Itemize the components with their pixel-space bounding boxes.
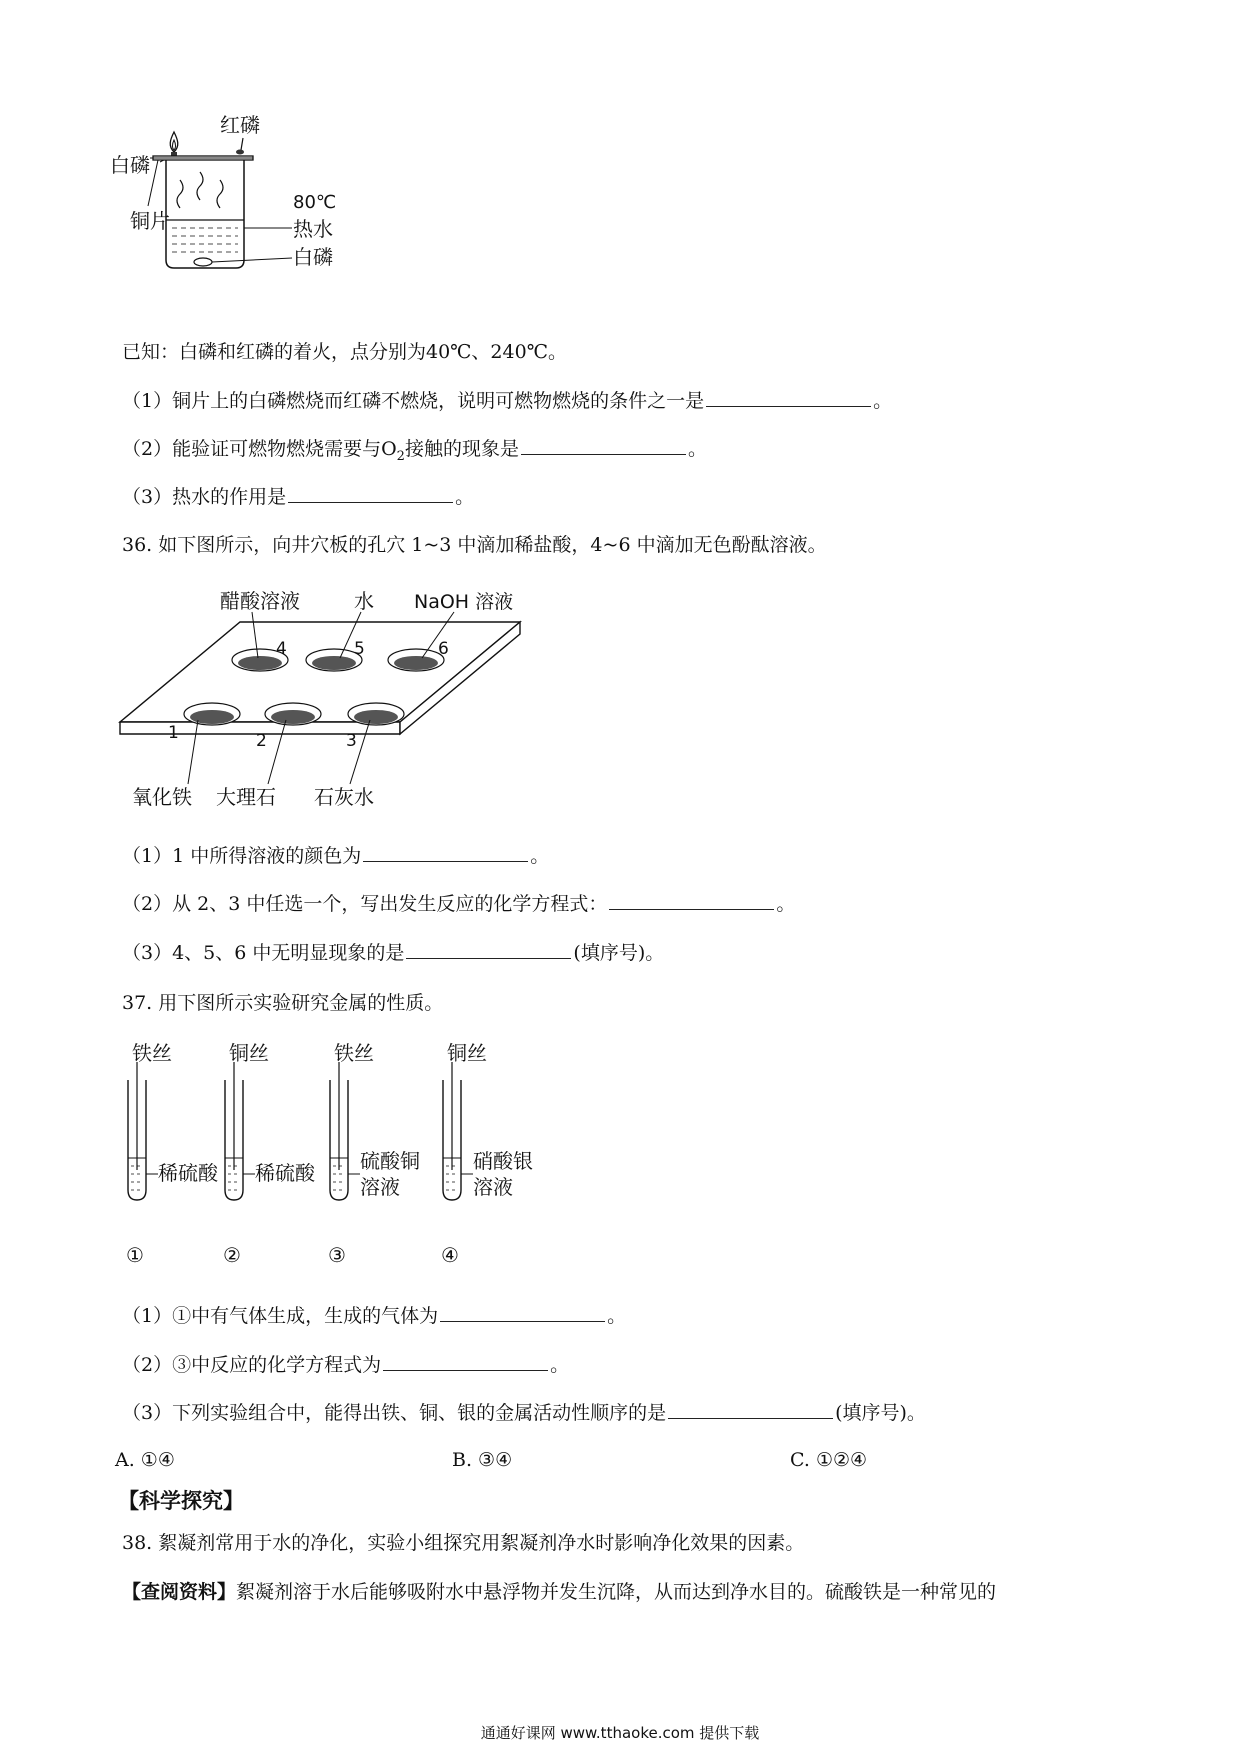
solution-label: 硝酸银 <box>473 1149 533 1173</box>
well-number-6: 6 <box>438 639 449 659</box>
q37-sub1: （1）①中有气体生成，生成的气体为 。 <box>122 1305 627 1327</box>
well-number-4: 4 <box>276 639 287 659</box>
wire-label: 铁丝 <box>132 1041 172 1065</box>
answer-blank[interactable] <box>521 436 686 455</box>
wire-label: 铜丝 <box>447 1041 487 1065</box>
well-label-top-3: NaOH 溶液 <box>414 591 514 613</box>
q36-sub1: （1）1 中所得溶液的颜色为 。 <box>122 845 550 867</box>
white-phosphorus-bottom-label: 白磷 <box>293 245 333 269</box>
q36-sub3: （3）4、5、6 中无明显现象的是 (填序号)。 <box>122 942 665 964</box>
q36-sub2: （2）从 2、3 中任选一个，写出发生反应的化学方程式： 。 <box>122 893 796 915</box>
wire-label: 铁丝 <box>334 1041 374 1065</box>
answer-blank[interactable] <box>609 891 774 910</box>
well-number-1: 1 <box>168 723 179 743</box>
q35-sub1: （1）铜片上的白磷燃烧而红磷不燃烧，说明可燃物燃烧的条件之一是 。 <box>122 390 893 412</box>
q37-sub3: （3）下列实验组合中，能得出铁、铜、银的金属活动性顺序的是 (填序号)。 <box>122 1402 926 1424</box>
test-tube-3 <box>328 1041 420 1267</box>
red-phosphorus-label: 红磷 <box>220 113 260 137</box>
answer-blank[interactable] <box>668 1400 833 1419</box>
answer-blank[interactable] <box>406 940 571 959</box>
q35-known: 已知：白磷和红磷的着火，点分别为40℃、240℃。 <box>122 341 567 363</box>
tube-number: ① <box>126 1243 144 1267</box>
option-a[interactable]: A. ①④ <box>115 1449 175 1471</box>
solution-label: 硫酸铜 <box>360 1149 420 1173</box>
answer-blank[interactable] <box>440 1303 605 1322</box>
tube-number: ④ <box>441 1243 459 1267</box>
q38-stem: 38. 絮凝剂常用于水的净化，实验小组探究用絮凝剂净水时影响净化效果的因素。 <box>122 1532 805 1554</box>
test-tube-4 <box>441 1041 533 1267</box>
hot-water-label: 热水 <box>293 217 333 241</box>
answer-blank[interactable] <box>363 843 528 862</box>
q38-reference: 【查阅资料】絮凝剂溶于水后能够吸附水中悬浮物并发生沉降，从而达到净水目的。硫酸铁是一种常见的 <box>122 1581 997 1603</box>
tube-number: ② <box>223 1243 241 1267</box>
answer-blank[interactable] <box>383 1352 548 1371</box>
well-number-2: 2 <box>256 731 267 751</box>
wire-label: 铜丝 <box>229 1041 269 1065</box>
q35-sub3: （3）热水的作用是 。 <box>122 486 475 508</box>
copper-plate-label: 铜片 <box>130 209 170 233</box>
well-label-top-2: 水 <box>354 589 374 613</box>
tube-number: ③ <box>328 1243 346 1267</box>
q37-stem: 37. 用下图所示实验研究金属的性质。 <box>122 992 444 1014</box>
well-label-bottom-2: 大理石 <box>216 785 276 809</box>
test-tubes-figure <box>118 1040 608 1280</box>
answer-blank[interactable] <box>288 484 453 503</box>
well-label-bottom-3: 石灰水 <box>314 785 374 809</box>
solution-label: 溶液 <box>473 1175 513 1199</box>
test-tube-1 <box>126 1041 219 1267</box>
q35-sub2: （2）能验证可燃物燃烧需要与$O_2$接触的现象是 。 <box>122 438 707 464</box>
reference-label: 【查阅资料】 <box>122 1581 237 1603</box>
solution-label: 溶液 <box>360 1175 400 1199</box>
option-c[interactable]: C. ①②④ <box>790 1449 868 1471</box>
well-label-bottom-1: 氧化铁 <box>132 785 192 809</box>
option-b[interactable]: B. ③④ <box>452 1449 513 1471</box>
solution-label: 稀硫酸 <box>255 1161 315 1185</box>
page-footer: 通通好课网 www.tthaoke.com 提供下载 <box>480 1724 760 1742</box>
q37-sub2: （2）③中反应的化学方程式为 。 <box>122 1354 570 1376</box>
answer-blank[interactable] <box>706 388 871 407</box>
q36-stem: 36. 如下图所示，向井穴板的孔穴 1~3 中滴加稀盐酸，4~6 中滴加无色酚酞溶液。 <box>122 534 827 556</box>
well-plate-figure <box>118 582 538 812</box>
solution-label: 稀硫酸 <box>158 1161 218 1185</box>
well-number-3: 3 <box>346 731 357 751</box>
section-heading: 【科学探究】 <box>118 1489 244 1513</box>
combustion-apparatus-figure <box>108 110 368 285</box>
white-phosphorus-top-label: 白磷 <box>110 153 150 177</box>
well-label-top-1: 醋酸溶液 <box>220 589 300 613</box>
test-tube-2 <box>223 1041 316 1267</box>
well-number-5: 5 <box>354 639 365 659</box>
temperature-label: 80℃ <box>293 192 337 213</box>
